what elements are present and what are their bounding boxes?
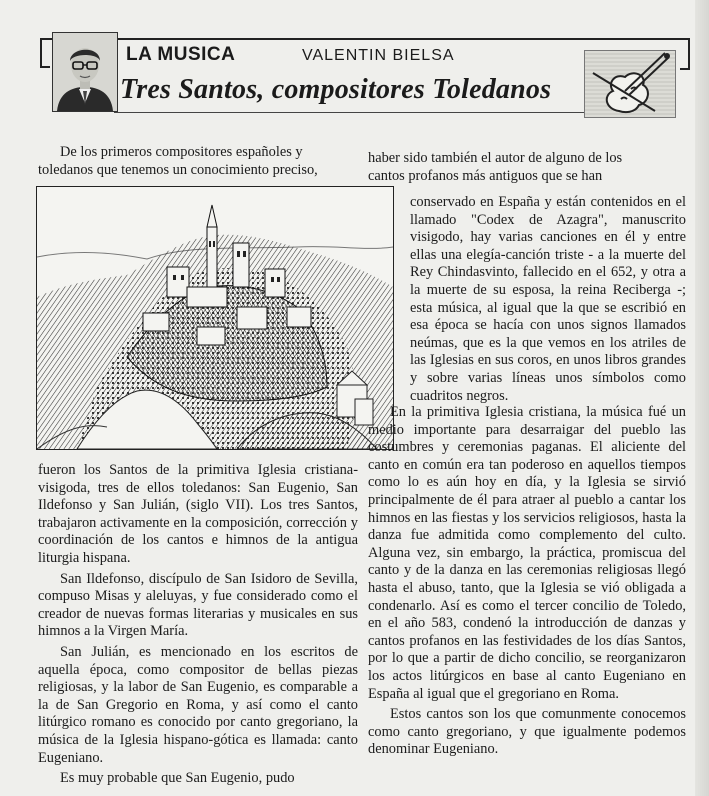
intro-line: cantos profanos más antiguos que se han	[368, 167, 603, 184]
article-title: Tres Santos, compositores Toledanos	[120, 74, 552, 105]
title-underline	[114, 112, 584, 113]
left-column-body	[38, 462, 358, 788]
article-header	[40, 32, 690, 118]
body-paragraph: Estos cantos son los que comunmente conocemos como canto gregoriano, y que igualmente podemos denominar Eugeniano.	[368, 706, 686, 758]
left-column-intro	[38, 144, 358, 179]
right-column-wrap	[410, 194, 686, 405]
right-column-intro	[368, 150, 686, 185]
violin-illustration-icon	[584, 50, 676, 118]
page-edge	[695, 0, 709, 796]
intro-line: De los primeros compositores españoles y	[60, 144, 303, 160]
body-paragraph: En la primitiva Iglesia cristiana, la música fué un medio importante para desarraigar del pueblo las costumbres y ceremonias paganas. El aliciente del canto en común era tan poderoso en aquellos tiempos como lo es aún hoy en día, y la Iglesia se sirvió principalmente de él para atraer al pueblo a cantar los himnos en las fiestas y los servicios religiosos, hasta la danza fue admitida como complemento del culto. Alguna vez, sin embargo, la práctica, promiscua del canto y de la danza en las ceremonias religiosas llegó hasta el abuso, tanto, que la Iglesia se vió obligada a condenarlo. Así es como el tercer concilio de Toledo, en el año 583, condenó la introducción de danzas y cantos profanos en las festividades de los días Santos, por lo que a partir de dicho concilio, se reorganizaron los actos litúrgicos en base al canto Eugeniano en España al igual que el gregoriano en Roma.	[368, 404, 686, 702]
body-paragraph: conservado en España y están contenidos en el llamado "Codex de Azagra", manuscrito visigodo, hay varias canciones en él y entre ellas una elegía-canción triste - a la muerte del Rey Chindasvinto, fallecido en el 652, y otra a la muerte de su esposa, la reina Reciberga -; esta música, al igual que la que se escribió en esa época se hacía con unos signos llamados neúmas, que es la que vemos en los atriles de las Iglesias en sus coros, en unos libros grandes y sobre varias líneas unos símbolos como cuadritos negros.	[410, 194, 686, 404]
body-paragraph: Es muy probable que San Eugenio, pudo	[60, 770, 295, 787]
author-name: VALENTIN BIELSA	[302, 47, 455, 64]
right-column-body	[368, 404, 686, 759]
header-left-bracket	[40, 38, 50, 68]
header-top-rule	[40, 38, 690, 40]
intro-line: haber sido también el autor de alguno de los	[368, 150, 623, 166]
section-label: LA MUSICA	[126, 44, 236, 65]
header-right-bracket	[680, 38, 690, 70]
toledo-city-illustration	[36, 186, 394, 450]
body-paragraph: San Julián, es mencionado en los escritos de aquella época, como compositor de bellas piezas religiosas, y la labor de San Eugenio, es comparable a la de San Gregorio en Roma, y así como el canto litúrgico romano es conocido por canto gregoriano, la música de la Iglesia hispano-gótica es llamada: canto Eugeniano.	[38, 643, 358, 766]
author-portrait-image	[52, 32, 118, 112]
intro-line: toledanos que tenemos un conocimiento preciso,	[38, 161, 318, 178]
body-paragraph: San Ildefonso, discípulo de San Isidoro de Sevilla, compuso Misas y aleluyas, y fue considerado como el creador de nuevas formas literarias y musicales en sus himnos a la Virgen María.	[38, 570, 358, 640]
body-paragraph: fueron los Santos de la primitiva Iglesia cristiana-visigoda, tres de ellos toledanos: San Eugenio, San Ildefonso y San Julián, (siglo VII). Los tres Santos, trabajaron activamente en la composición, corrección y coordinación de los cantos e himnos de la antigua liturgia hispana.	[38, 462, 358, 566]
